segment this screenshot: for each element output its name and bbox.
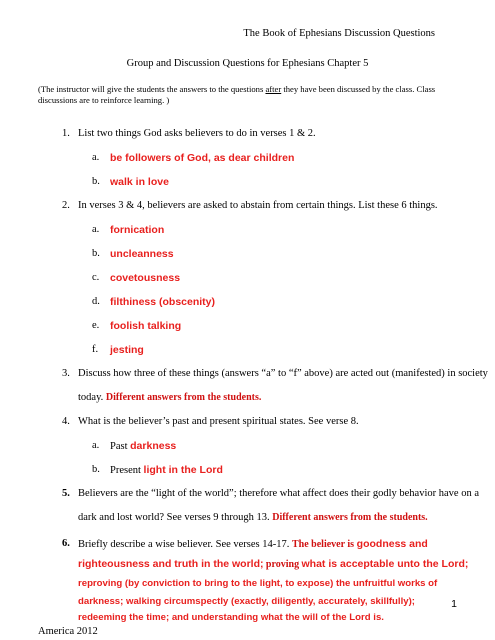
answer-label: a. xyxy=(92,224,100,235)
answer-lead: The believer is xyxy=(292,539,355,550)
page-number: 1 xyxy=(451,598,457,610)
answer-label: a. xyxy=(92,440,100,451)
answer-text: filthiness (obscenity) xyxy=(110,296,216,308)
answer-label: a. xyxy=(92,152,100,163)
answer-text: goodness and xyxy=(356,538,428,550)
question-number: 1. xyxy=(62,128,70,139)
question-text: Believers are the “light of the world”; therefore what affect does their godly behavior have on a xyxy=(78,488,479,499)
answer-label: b. xyxy=(92,176,100,187)
question-text: today. xyxy=(78,392,104,403)
answer-label: f. xyxy=(92,344,99,355)
question-3-continued xyxy=(78,392,261,403)
question-text: Discuss how three of these things (answers “a” to “f” above) are acted out (manifested) in society xyxy=(78,368,488,379)
answer-text: righteousness and truth in the world; xyxy=(78,558,264,570)
answer-line: darkness; walking circumspectly (exactly, diligently, accurately, skillfully); xyxy=(78,596,415,607)
answer-label: b. xyxy=(92,248,100,259)
answer-text: what is acceptable unto the Lord; xyxy=(301,558,469,570)
question-text: dark and lost world? See verses 9 through 13. xyxy=(78,512,270,523)
answer-text: Different answers from the students. xyxy=(272,512,428,523)
note-text-before: (The instructor will give the students the answers to the questions xyxy=(38,84,266,94)
question-number: 2. xyxy=(62,200,70,211)
answer-line xyxy=(78,558,468,570)
question-text: Briefly describe a wise believer. See verses 14-17. xyxy=(78,539,290,550)
question-text: In verses 3 & 4, believers are asked to abstain from certain things. List these 6 things. xyxy=(78,200,438,211)
answer-text: covetousness xyxy=(110,272,181,284)
answer-prefix: Past xyxy=(110,441,128,452)
running-header: The Book of Ephesians Discussion Questions xyxy=(243,28,435,39)
instructor-note xyxy=(38,84,458,106)
answer-line: redeeming the time; and understanding what the will of the Lord is. xyxy=(78,612,384,623)
question-number: 3. xyxy=(62,368,70,379)
answer-text: foolish talking xyxy=(110,320,182,332)
answer-text: fornication xyxy=(110,224,165,236)
answer-text: darkness xyxy=(130,440,177,452)
question-5-continued xyxy=(78,512,428,523)
answer-label: d. xyxy=(92,296,100,307)
question-number: 5. xyxy=(62,488,70,499)
answer-text: walk in love xyxy=(110,176,169,188)
document-title: Group and Discussion Questions for Ephesians Chapter 5 xyxy=(126,58,369,69)
question-number: 4. xyxy=(62,416,70,427)
answer-label: e. xyxy=(92,320,100,331)
answer-text: light in the Lord xyxy=(143,464,223,476)
note-underlined-word: after xyxy=(265,84,282,94)
note-text-after: they have been discussed by the class. Class discussions are to reinforce learning. ) xyxy=(38,84,436,105)
answer-prefix: Present xyxy=(110,465,141,476)
question-text: What is the believer’s past and present spiritual states. See verse 8. xyxy=(78,416,359,427)
answer-text: jesting xyxy=(110,344,144,356)
answer-text: uncleanness xyxy=(110,248,174,260)
answer-line: reproving (by conviction to bring to the light, to expose) the unfruitful works of xyxy=(78,578,438,589)
answer-text: be followers of God, as dear children xyxy=(110,152,295,164)
footer-text: America 2012 xyxy=(38,626,98,637)
question-number: 6. xyxy=(62,538,70,549)
question-text: List two things God asks believers to do in verses 1 & 2. xyxy=(78,128,316,139)
answer-text: Different answers from the students. xyxy=(105,392,262,403)
answer-label: c. xyxy=(92,272,100,283)
answer-text: proving xyxy=(265,559,300,570)
answer-label: b. xyxy=(92,464,100,475)
